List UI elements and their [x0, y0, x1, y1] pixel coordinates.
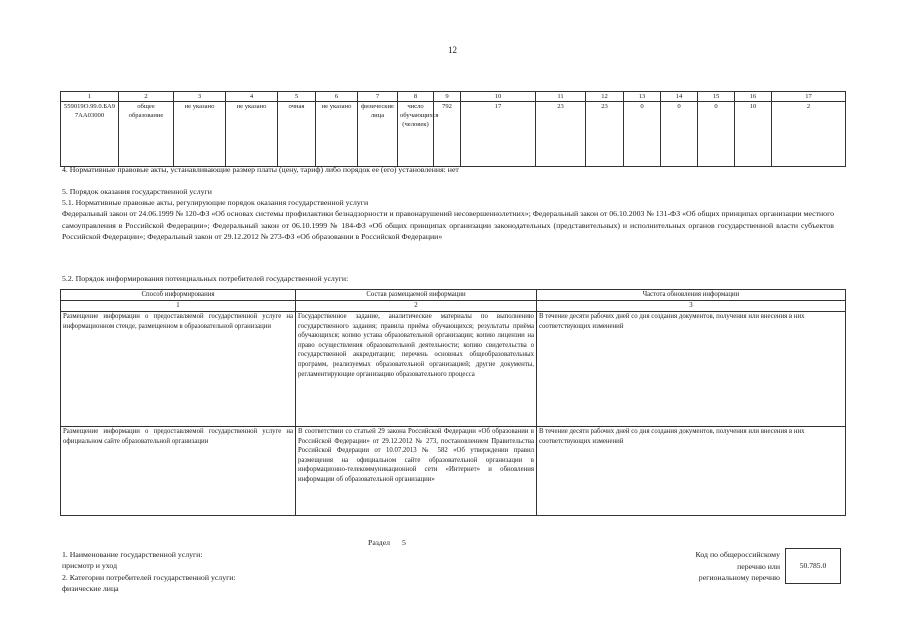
- table-cell: 0: [624, 102, 661, 167]
- column-number: 12: [586, 92, 624, 102]
- column-number: 17: [772, 92, 846, 102]
- section-5-1-title: 5.1. Нормативные правовые акты, регулирующие порядок оказания государственной услуги: [62, 198, 369, 207]
- column-number: 16: [735, 92, 772, 102]
- column-number: 1: [61, 301, 296, 312]
- table-row: [61, 427, 846, 516]
- column-number: 14: [661, 92, 698, 102]
- column-number: 13: [624, 92, 661, 102]
- indicators-table: [60, 91, 846, 167]
- section-5-2-title: 5.2. Порядок информирования потенциальных потребителей государственной услуги:: [62, 274, 349, 283]
- column-number: 1: [61, 92, 119, 102]
- code-label: [696, 549, 780, 584]
- service-name-label: 1. Наименование государственной услуги:: [62, 550, 203, 559]
- informing-table: [60, 289, 846, 516]
- table-cell: очная: [278, 102, 316, 167]
- table-cell: не указано: [226, 102, 278, 167]
- table-row: [61, 312, 846, 427]
- page-number: 12: [448, 45, 457, 55]
- column-number: 7: [358, 92, 398, 102]
- content-cell: В соответствии со статьей 29 закона Российской Федерации «Об образовании в Российской Федерации» от 29.12.2012 № 273, постановлением Правительства Российской Федерации от 10.07.2013 № 582 «Об утверждении правил размещения на официальном сайте образовательной организации в информационно-телекоммуникационной сети «Интернет» и обновления информации об образовательной организации»: [296, 427, 537, 516]
- section-5-title: 5. Порядок оказания государственной услуги: [62, 187, 212, 196]
- section-4-text: 4. Нормативные правовые акты, устанавливающие размер платы (цену, тариф) либо порядок ее (его) установления: нет: [62, 165, 459, 174]
- frequency-cell: В течение десяти рабочих дней со дня создания документов, получения или внесения в них соответствующих изменений: [537, 312, 846, 427]
- column-number: 3: [174, 92, 226, 102]
- section-5-1-text: Федеральный закон от 24.06.1999 № 120-ФЗ «Об основах системы профилактики безнадзорности и правонарушений несовершеннолетних»; Федеральный закон от 06.10.2003 № 131-ФЗ «Об общих принципах организации местного самоуправления в Российской Федерации»; Федеральный закон от 06.10.1999 № 184-ФЗ «Об общих принципах организации законодательных (представительных) и исполнительных органов государственной власти субъектов Российской Федерации»; Федеральный закон от 29.12.2012 № 273-ФЗ «Об образовании в Российской Федерации»: [62, 209, 834, 241]
- category-value: физические лица: [62, 584, 119, 593]
- column-number: 10: [461, 92, 536, 102]
- table-cell: 23: [536, 102, 586, 167]
- table-cell: 0: [698, 102, 735, 167]
- column-header: Способ информирования: [61, 290, 296, 301]
- category-label: 2. Категории потребителей государственной услуги:: [62, 573, 236, 582]
- table-cell: не указано: [316, 102, 358, 167]
- section-heading: [368, 537, 406, 549]
- column-header: Состав размещаемой информации: [296, 290, 537, 301]
- method-cell: Размещение информации о предоставляемой государственной услуге на информационном стенде, размещенном в образовательной организации: [61, 312, 296, 427]
- column-number: 8: [398, 92, 434, 102]
- column-number: 11: [536, 92, 586, 102]
- table-cell: число обучающихся (человек): [398, 102, 434, 167]
- column-number: 3: [537, 301, 846, 312]
- column-number: 9: [434, 92, 461, 102]
- code-label-line: региональному перечню: [698, 573, 780, 582]
- registry-code-box: 50.785.0: [785, 548, 841, 584]
- content-cell: Государственное задание, аналитические материалы по выполнению государственного задания; правила приёма обучающихся; результаты приёма обучающихся; копию устава образовательной организации; копию лицензии на право осуществления образовательной деятельности; копию свидетельства о государственной аккредитации; перечень основных общеобразовательных программ, реализуемых образовательной организацией; другие документы, регламентирующие организацию образовательного процесса: [296, 312, 537, 427]
- table-cell: не указано: [174, 102, 226, 167]
- column-number: 2: [296, 301, 537, 312]
- service-name: присмотр и уход: [62, 561, 118, 570]
- frequency-cell: В течение десяти рабочих дней со дня создания документов, получения или внесения в них соответствующих изменений: [537, 427, 846, 516]
- table-cell: 0: [661, 102, 698, 167]
- column-number: 15: [698, 92, 735, 102]
- column-number: 5: [278, 92, 316, 102]
- table-cell: 10: [735, 102, 772, 167]
- table-cell: 23: [586, 102, 624, 167]
- method-cell: Размещение информации о предоставляемой государственной услуге на официальном сайте образовательной организации: [61, 427, 296, 516]
- table-cell: 2: [772, 102, 846, 167]
- registry-number-cell: 559019О.99.0.БА97АА03000: [61, 102, 119, 167]
- table-header-row: [61, 290, 846, 301]
- table-cell: физические лица: [358, 102, 398, 167]
- section-label: Раздел: [368, 538, 391, 547]
- section-number: 5: [402, 538, 406, 547]
- table-cell: 792: [434, 102, 461, 167]
- column-number: 6: [316, 92, 358, 102]
- column-number: 2: [119, 92, 174, 102]
- column-number: 4: [226, 92, 278, 102]
- table-number-row: [61, 301, 846, 312]
- code-label-line: перечню или: [737, 561, 780, 571]
- table-row: [61, 102, 846, 167]
- column-header: Частота обновления информации: [537, 290, 846, 301]
- table-cell: 17: [461, 102, 536, 167]
- table-cell: общее образование: [119, 102, 174, 167]
- table-header-row: [61, 92, 846, 102]
- code-label-line: Код по общероссийскому: [695, 550, 780, 559]
